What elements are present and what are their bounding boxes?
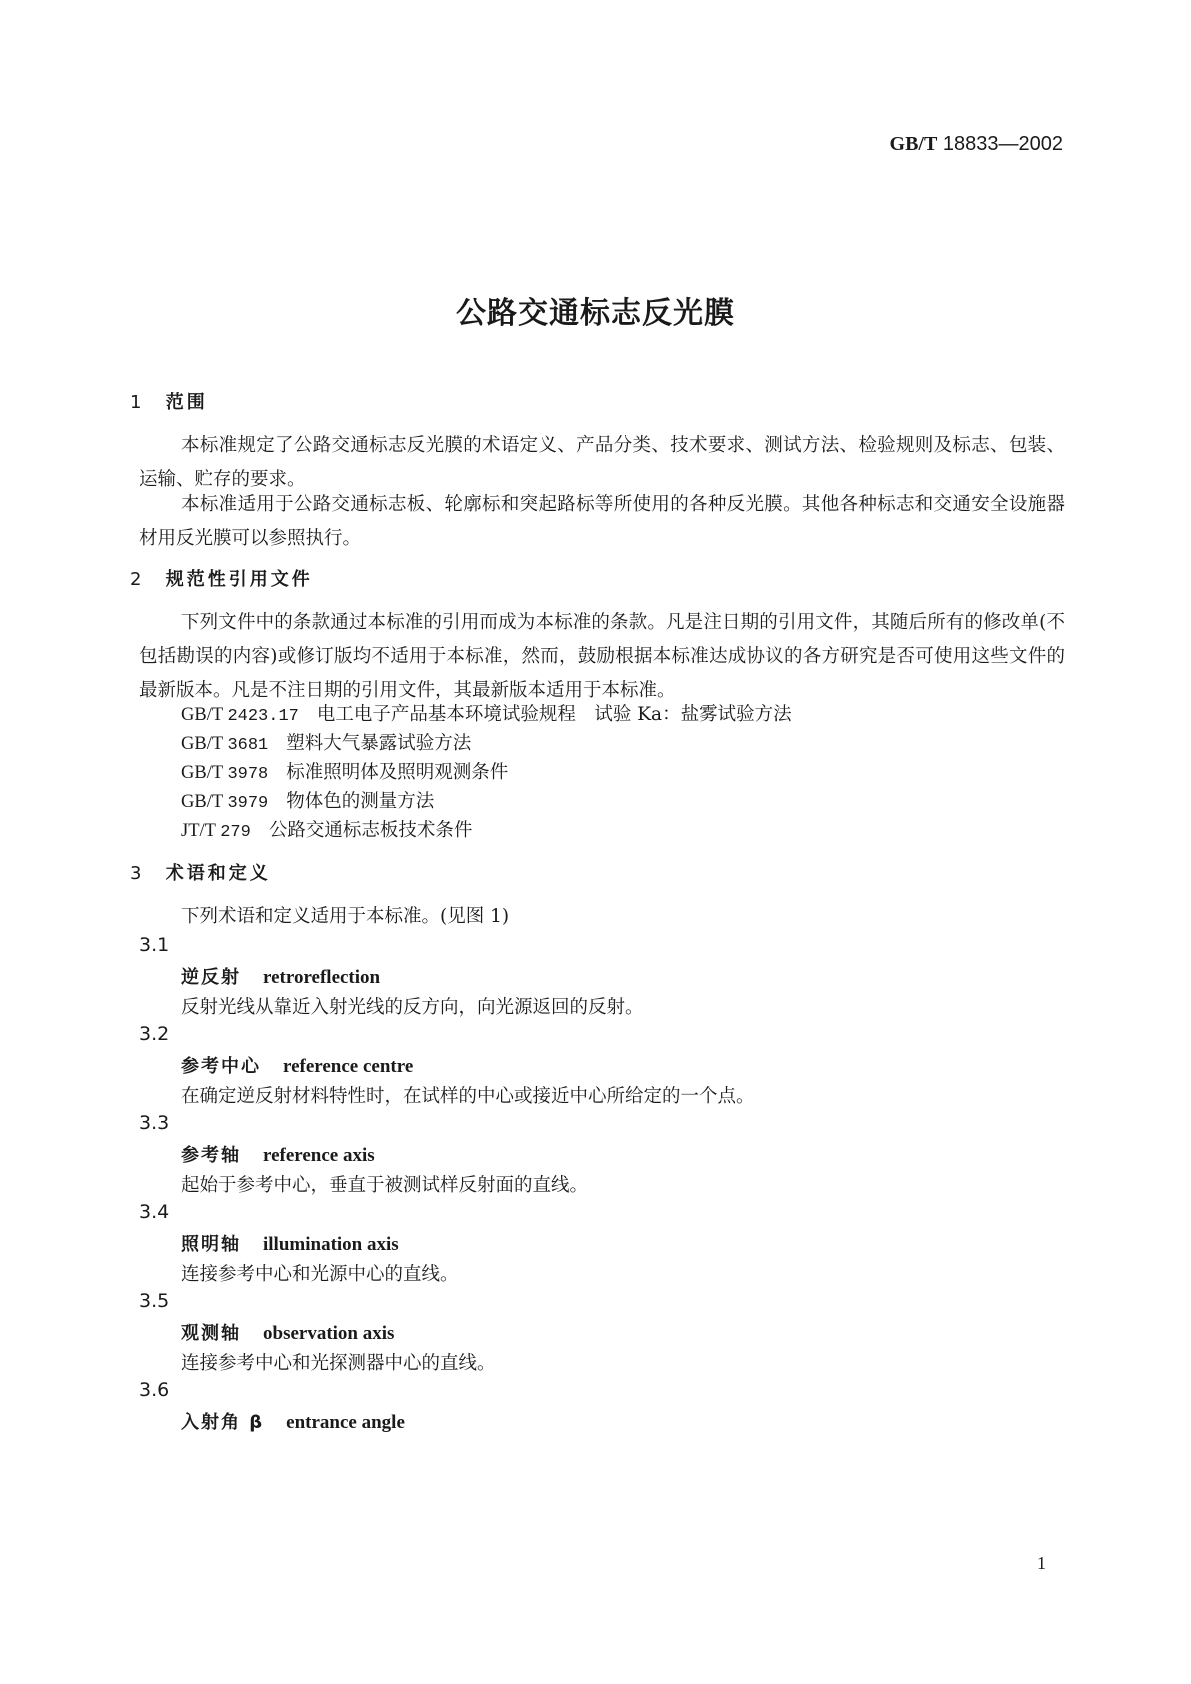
term-definition: 反射光线从靠近入射光线的反方向，向光源返回的反射。 [181,997,644,1018]
term-heading [181,1408,405,1434]
term-definition: 起始于参考中心，垂直于被测试样反射面的直线。 [181,1175,589,1196]
term-english: entrance angle [286,1412,405,1433]
reference-number: 3681 [227,736,269,755]
section-title: 规范性引用文件 [165,569,313,590]
section-title: 范围 [165,392,208,413]
term-heading [181,1141,375,1167]
page-number: 1 [1037,1553,1046,1573]
term-chinese: 照明轴 [181,1234,241,1255]
reference-item [181,700,792,726]
paragraph: 本标准适用于公路交通标志板、轮廓标和突起路标等所使用的各种反光膜。其他各种标志和交通安全设施器材用反光膜可以参照执行。 [139,494,1065,549]
reference-number: 3978 [227,765,269,784]
section-number: 2 [130,569,142,590]
reference-number: 3979 [227,794,269,813]
clause-number: 3.1 [139,934,170,956]
term-heading [181,1052,413,1078]
term-definition: 连接参考中心和光探测器中心的直线。 [181,1353,496,1374]
document-code-number: 18833—2002 [942,133,1063,155]
clause-number: 3.6 [139,1379,170,1401]
reference-title: 塑料大气暴露试验方法 [286,733,472,754]
document-code [890,133,1063,156]
reference-title: 物体色的测量方法 [286,791,435,812]
term-definition: 连接参考中心和光源中心的直线。 [181,1264,459,1285]
term-english: reference axis [263,1145,375,1166]
term-heading [181,1319,394,1345]
section-number: 3 [130,863,142,884]
reference-title: 标准照明体及照明观测条件 [286,762,509,783]
reference-prefix: GB/T [181,763,223,783]
section-heading [130,859,271,885]
reference-prefix: GB/T [181,734,223,754]
term-heading [181,963,380,989]
term-chinese: 观测轴 [181,1323,241,1344]
reference-number: 279 [220,823,251,842]
term-english: retroreflection [263,967,381,988]
term-english: reference centre [283,1056,414,1077]
term-chinese: 入射角 β [181,1412,265,1433]
clause-number: 3.3 [139,1112,170,1134]
reference-prefix: GB/T [181,705,223,725]
term-definition: 在确定逆反射材料特性时，在试样的中心或接近中心所给定的一个点。 [181,1086,755,1107]
term-english: illumination axis [263,1234,399,1255]
paragraph: 下列文件中的条款通过本标准的引用而成为本标准的条款。凡是注日期的引用文件，其随后所有的修改单(不包括勘误的内容)或修订版均不适用于本标准，然而，鼓励根据本标准达成协议的各方研究是否可使用这些文件的最新版本。凡是不注日期的引用文件，其最新版本适用于本标准。 [139,612,1065,701]
reference-title: 公路交通标志板技术条件 [268,820,473,841]
section-title: 术语和定义 [165,863,271,884]
term-english: observation axis [263,1323,395,1344]
reference-prefix: JT/T [181,821,216,841]
reference-item [181,787,434,813]
clause-number: 3.5 [139,1290,170,1312]
reference-item [181,729,471,755]
paragraph: 本标准规定了公路交通标志反光膜的术语定义、产品分类、技术要求、测试方法、检验规则及标志、包装、运输、贮存的要求。 [139,435,1065,490]
document-code-prefix: GB/T [889,133,938,155]
reference-item [181,816,472,842]
section-intro: 下列术语和定义适用于本标准。(见图 1) [181,906,510,927]
section-heading [130,565,313,591]
term-chinese: 参考中心 [181,1056,261,1077]
section-heading [130,388,208,414]
term-chinese: 逆反射 [181,967,241,988]
reference-number: 2423.17 [227,707,299,726]
term-chinese: 参考轴 [181,1145,241,1166]
section-number: 1 [130,392,142,413]
reference-title: 电工电子产品基本环境试验规程 试验 Ka：盐雾试验方法 [316,704,792,725]
reference-item [181,758,508,784]
reference-prefix: GB/T [181,792,223,812]
term-heading [181,1230,399,1256]
clause-number: 3.4 [139,1201,170,1223]
document-title: 公路交通标志反光膜 [456,296,735,331]
clause-number: 3.2 [139,1023,170,1045]
